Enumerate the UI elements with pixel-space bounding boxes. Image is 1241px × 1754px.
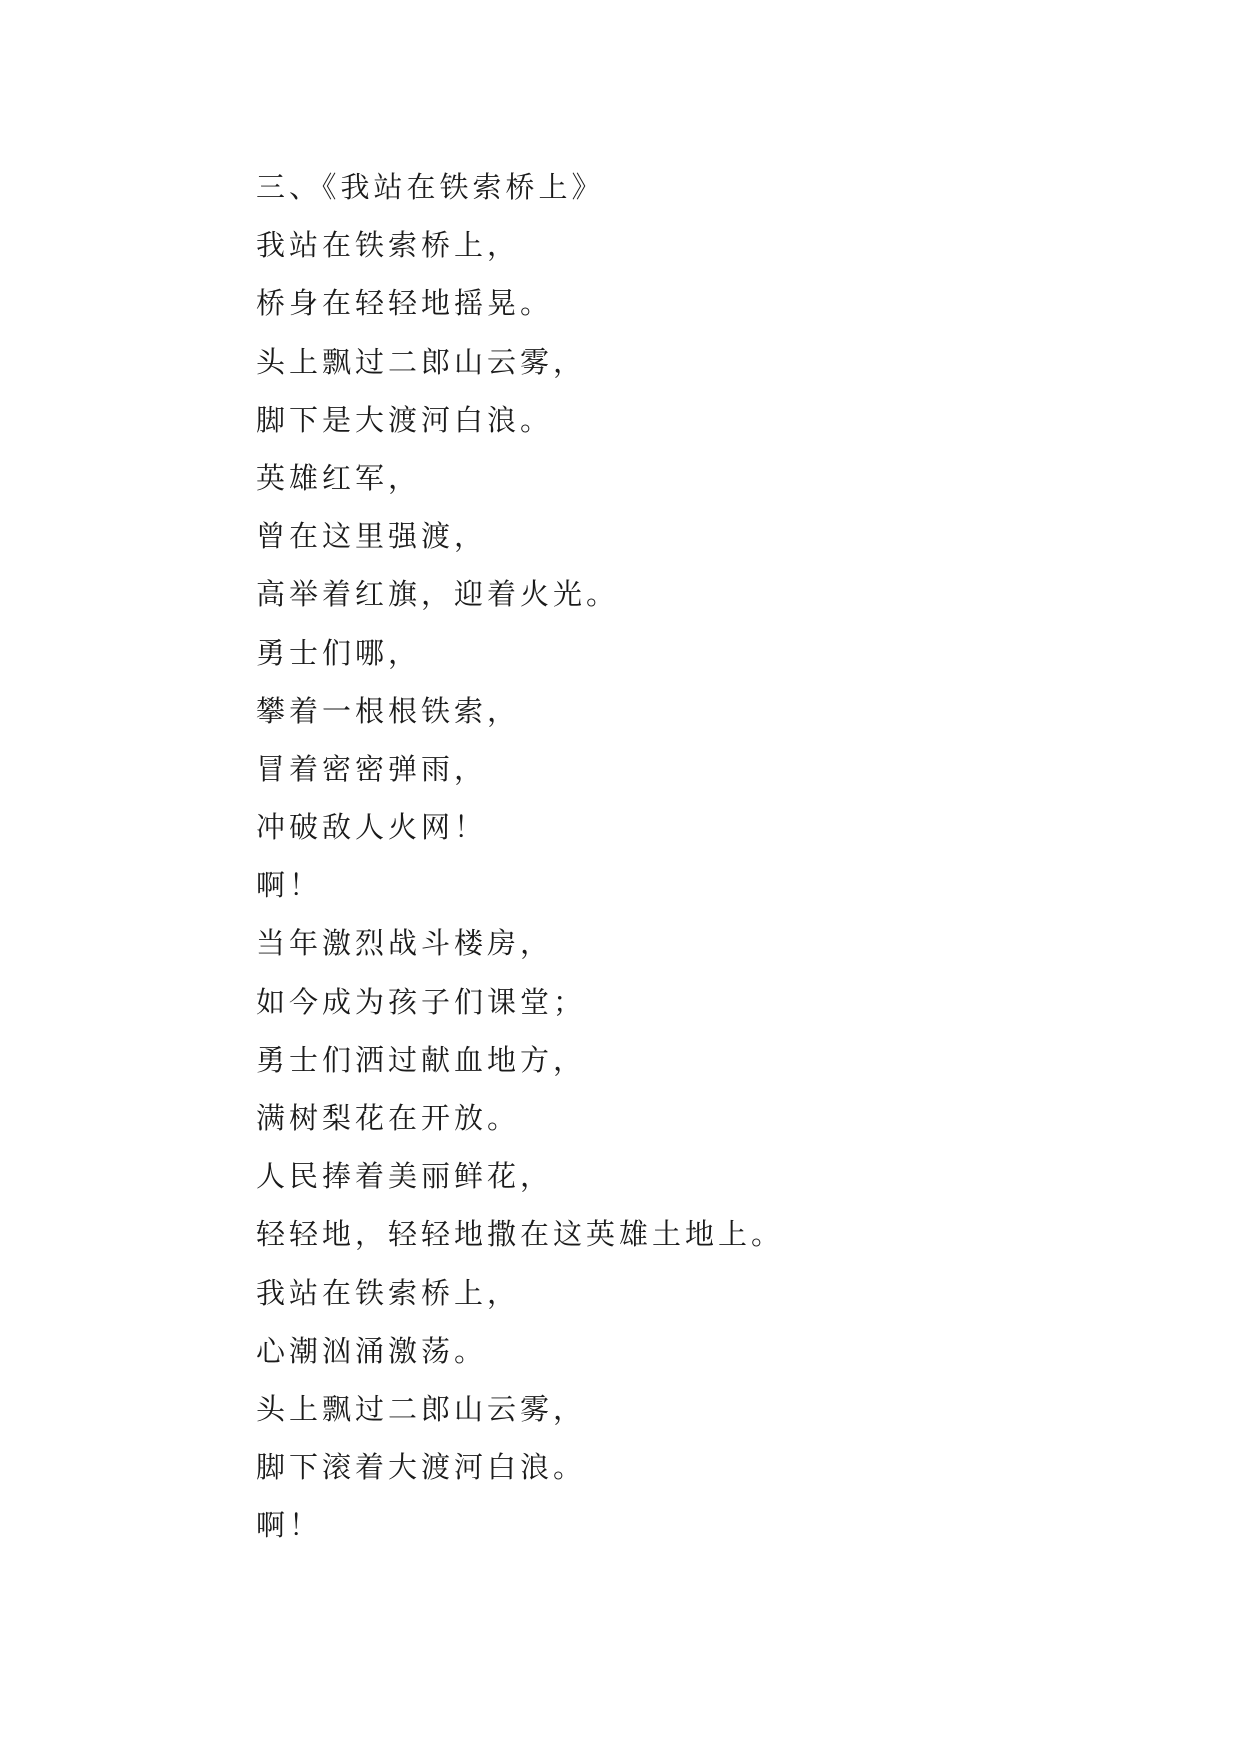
poem-line: 英雄红军， (256, 460, 422, 495)
poem-line: 啊！ (256, 868, 323, 903)
poem-line: 攀着一根根铁索， (256, 693, 521, 728)
poem (256, 158, 1136, 1555)
poem-line: 勇士们洒过献血地方， (256, 1042, 587, 1077)
poem-line: 桥身在轻轻地摇晃。 (256, 286, 554, 321)
poem-line: 冒着密密弹雨， (256, 751, 488, 786)
poem-line: 我站在铁索桥上， (256, 228, 521, 263)
poem-line: 人民捧着美丽鲜花， (256, 1159, 554, 1194)
poem-line: 满树梨花在开放。 (256, 1101, 521, 1135)
poem-line: 冲破敌人火网！ (256, 810, 488, 845)
poem-line: 曾在这里强渡， (256, 519, 488, 554)
poem-line: 头上飘过二郎山云雾， (256, 1391, 587, 1426)
poem-line: 心潮汹涌激荡。 (256, 1333, 488, 1368)
poem-line: 我站在铁索桥上， (256, 1275, 521, 1310)
poem-line: 头上飘过二郎山云雾， (256, 344, 587, 379)
poem-line: 勇士们哪， (256, 635, 422, 670)
poem-line: 啊！ (256, 1508, 323, 1543)
poem-line: 当年激烈战斗楼房， (256, 926, 554, 961)
poem-line: 高举着红旗，迎着火光。 (256, 577, 620, 612)
poem-line: 脚下是大渡河白浪。 (256, 402, 554, 437)
poem-title: 三、《我站在铁索桥上》 (256, 170, 605, 204)
poem-line: 轻轻地，轻轻地撒在这英雄土地上。 (256, 1217, 785, 1252)
poem-line: 如今成为孩子们课堂； (256, 984, 587, 1019)
poem-line: 脚下滚着大渡河白浪。 (256, 1450, 587, 1485)
